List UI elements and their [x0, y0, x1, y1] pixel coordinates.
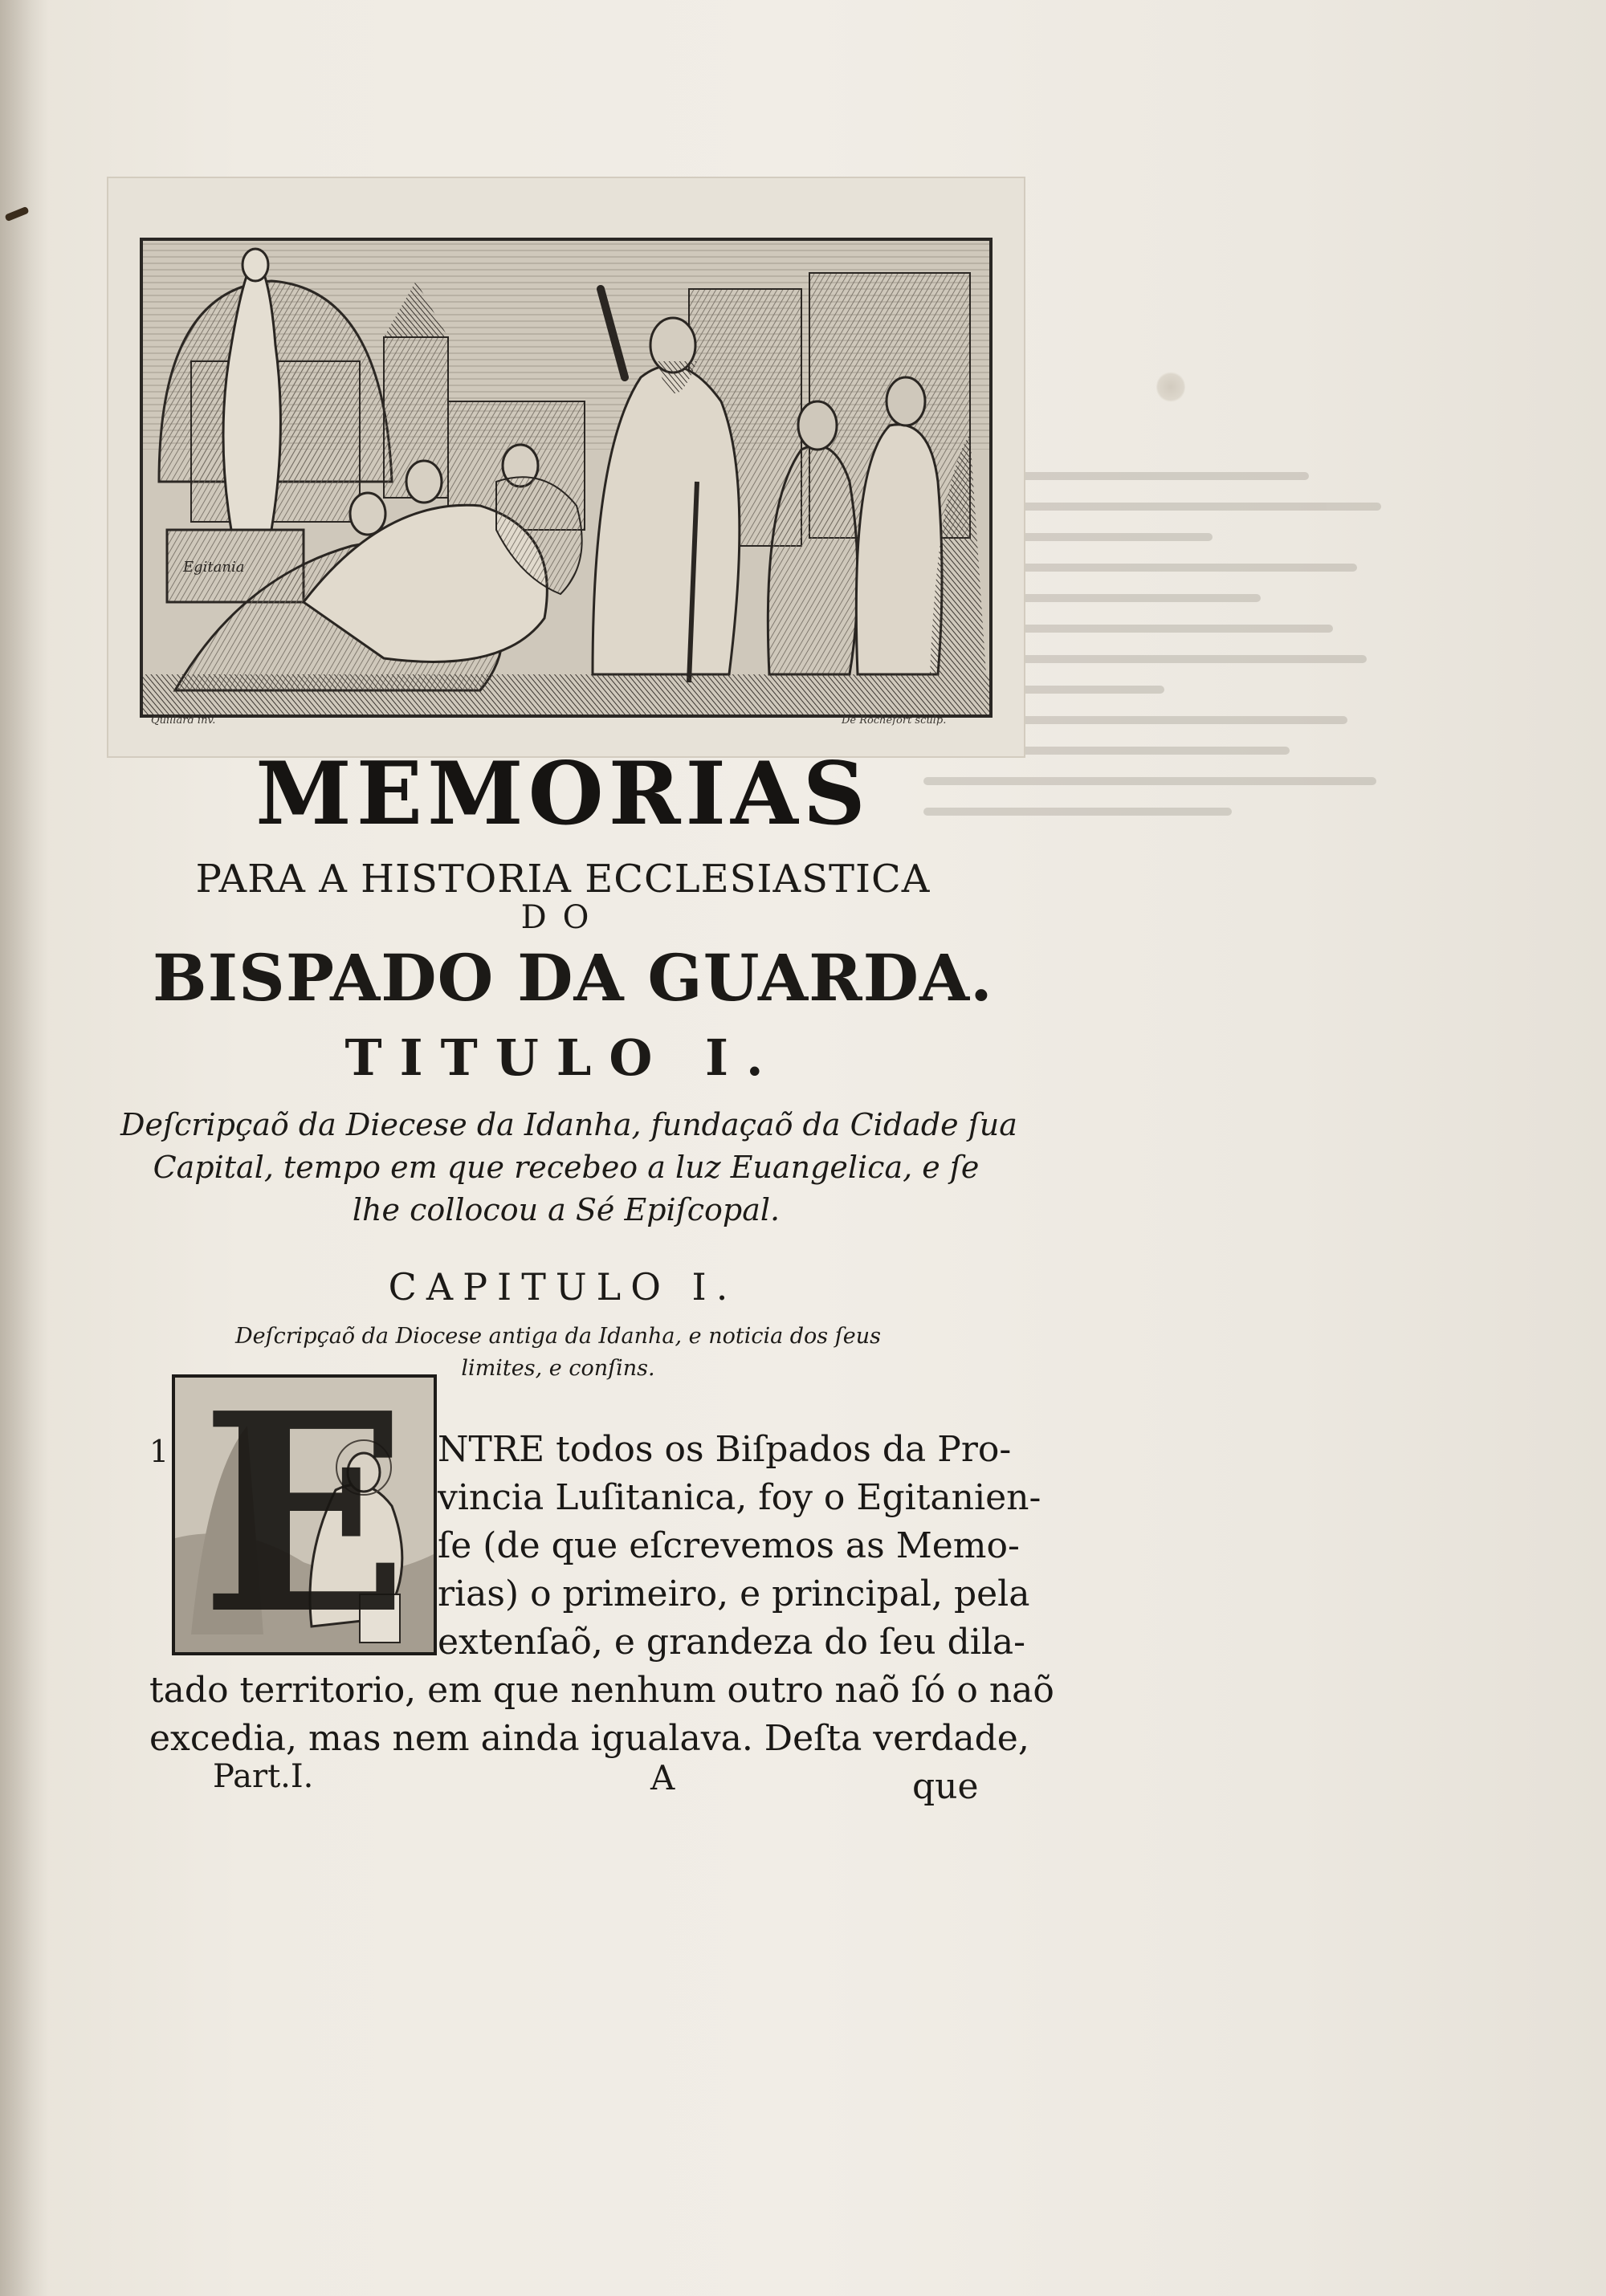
capitulo-description-line: limites, e conſins.	[461, 1356, 655, 1381]
headpiece-engraving	[140, 238, 993, 718]
paragraph-number: 1	[149, 1434, 169, 1469]
titulo-description-line: Capital, tempo em que recebeo a luz Euangelica, e ſe	[153, 1150, 980, 1185]
engraving-credit-engraver: De Rochefort sculp.	[842, 714, 947, 727]
capitulo-heading: CAPITULO I.	[388, 1265, 738, 1309]
engraving-credit-inventor: Quillard inv.	[151, 714, 216, 727]
signature-mark: A	[650, 1758, 675, 1797]
titulo-heading: TITULO I.	[344, 1028, 781, 1087]
body-line: excedia, mas nem ainda igualava. Deſta verdade,	[149, 1718, 1029, 1759]
title-memorias: MEMORIAS	[255, 743, 870, 845]
title-connector: DO	[520, 899, 605, 936]
titulo-description-line: Deſcripçaõ da Diecese da Idanha, fundaçaõ da Cidade ſua	[120, 1107, 1017, 1142]
paper-stain	[1156, 371, 1185, 403]
body-line: ſe (de que eſcrevemos as Memo-	[438, 1525, 1020, 1566]
titulo-description	[120, 1104, 1017, 1231]
titulo-description-line: lhe collocou a Sé Epiſcopal.	[352, 1192, 781, 1227]
body-line: vincia Luſitanica, foy o Egitanien-	[438, 1477, 1041, 1518]
title-subtitle: PARA A HISTORIA ECCLESIASTICA	[195, 857, 931, 902]
body-line: NTRE todos os Biſpados da Pro-	[438, 1429, 1012, 1470]
pedestal-label: Egitania	[183, 559, 245, 576]
gutter-shadow	[0, 0, 48, 2296]
body-line: rias) o primeiro, e principal, pela	[438, 1573, 1030, 1614]
body-line: extenſaõ, e grandeza do ſeu dila-	[438, 1622, 1025, 1663]
title-bispado: BISPADO DA GUARDA.	[153, 940, 993, 1016]
body-line: tado territorio, em que nenhum outro naõ ſó o naõ	[149, 1670, 1054, 1711]
decorated-initial	[172, 1354, 437, 1675]
initial-letter: E	[200, 1354, 409, 1675]
catchword: que	[912, 1766, 979, 1807]
part-marker: Part.I.	[213, 1758, 314, 1795]
engraving-illustration	[143, 241, 989, 714]
capitulo-description-line: Deſcripçaõ da Diocese antiga da Idanha, e noticia dos ſeus	[235, 1324, 881, 1349]
